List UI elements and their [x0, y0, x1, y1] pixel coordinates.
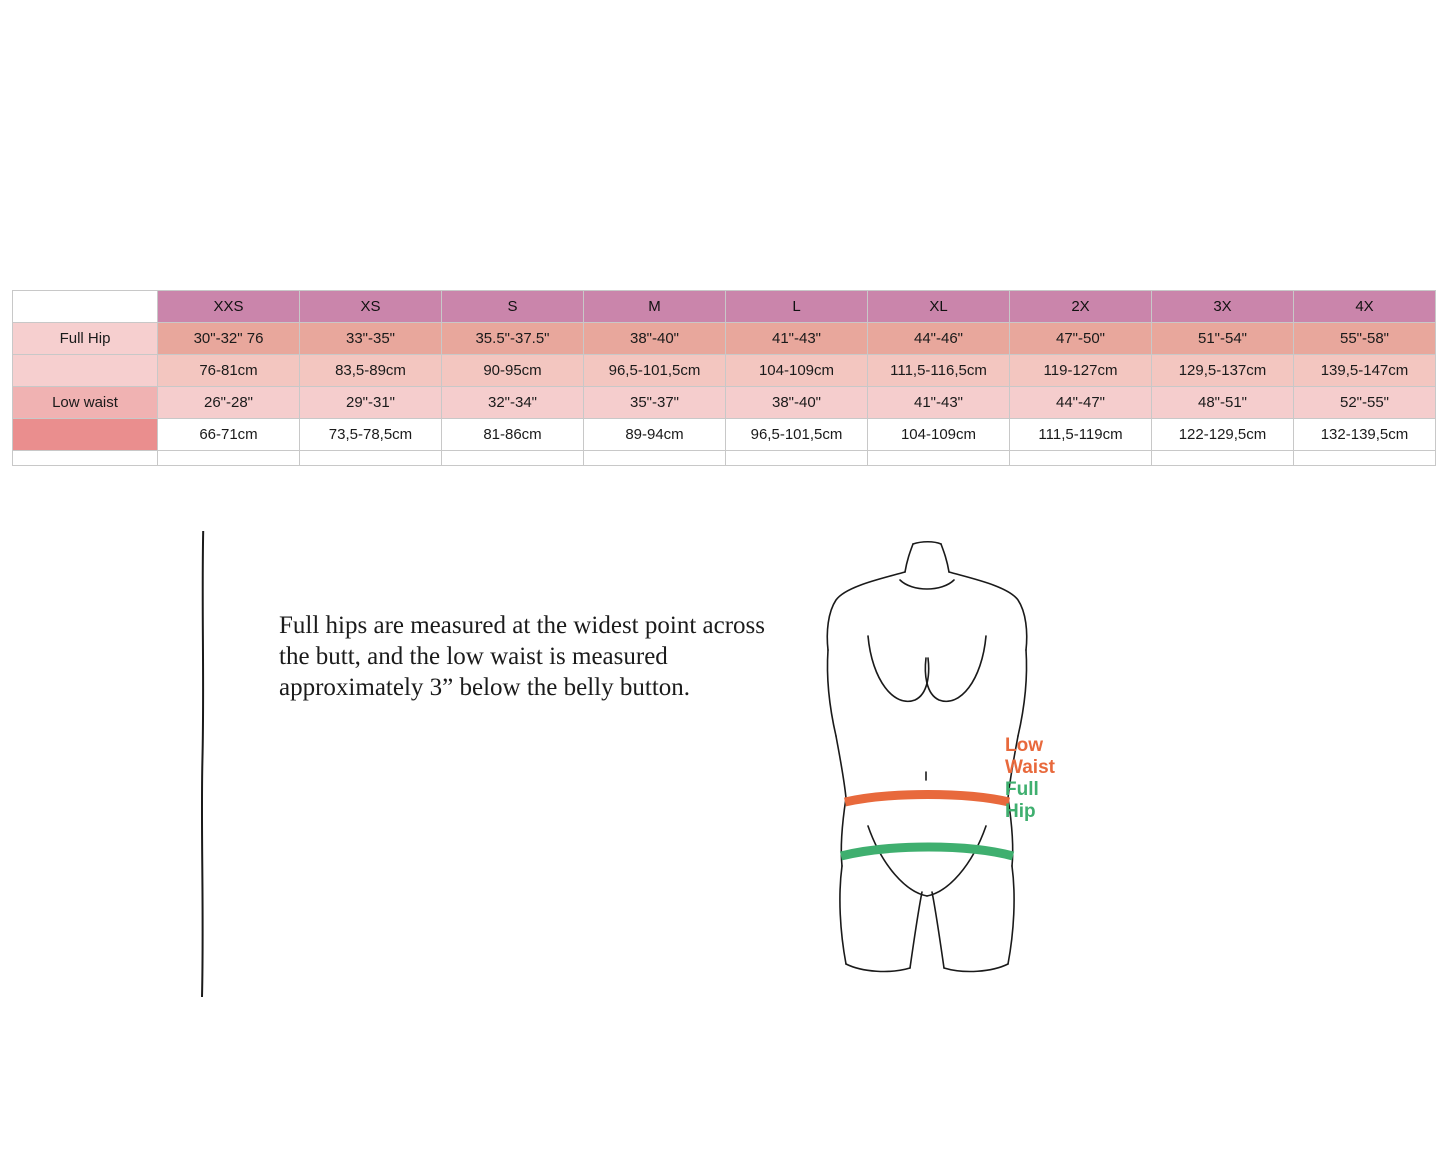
size-header-m: M — [584, 291, 726, 323]
cell-full-hip-cm-m: 96,5-101,5cm — [584, 355, 726, 387]
spacer-cell — [1152, 451, 1294, 466]
spacer-cell — [442, 451, 584, 466]
cell-low-waist-cm-m: 89-94cm — [584, 419, 726, 451]
size-chart-table-container — [12, 290, 1433, 466]
cell-full-hip-in-xl: 44"-46" — [868, 323, 1010, 355]
legend-full-hip — [1005, 779, 1055, 823]
full-hip-measure-line — [841, 847, 1013, 856]
cell-low-waist-in-xxs: 26"-28" — [158, 387, 300, 419]
spacer-cell — [1010, 451, 1152, 466]
row-label-low-waist-inches: Low waist — [13, 387, 158, 419]
cell-full-hip-in-3x: 51"-54" — [1152, 323, 1294, 355]
legend-low-waist-line1: Low — [1005, 735, 1043, 756]
legend-full-hip-line2: Hip — [1005, 801, 1036, 822]
cell-full-hip-cm-l: 104-109cm — [726, 355, 868, 387]
size-header-xl: XL — [868, 291, 1010, 323]
cell-low-waist-cm-xxs: 66-71cm — [158, 419, 300, 451]
legend-low-waist — [1005, 735, 1055, 779]
table-row — [13, 323, 1436, 355]
cell-full-hip-cm-s: 90-95cm — [442, 355, 584, 387]
cell-low-waist-cm-2x: 111,5-119cm — [1010, 419, 1152, 451]
cell-low-waist-in-xs: 29"-31" — [300, 387, 442, 419]
vertical-line-artifact — [200, 531, 206, 997]
cell-full-hip-cm-4x: 139,5-147cm — [1294, 355, 1436, 387]
cell-full-hip-in-s: 35.5"-37.5" — [442, 323, 584, 355]
cell-full-hip-cm-3x: 129,5-137cm — [1152, 355, 1294, 387]
cell-low-waist-in-4x: 52"-55" — [1294, 387, 1436, 419]
measurement-description: Full hips are measured at the widest point across the butt, and the low waist is measured approximately 3” below the belly button. — [279, 612, 765, 701]
spacer-cell — [300, 451, 442, 466]
cell-full-hip-cm-xxs: 76-81cm — [158, 355, 300, 387]
measurement-legend — [1005, 735, 1055, 823]
legend-full-hip-line1: Full — [1005, 779, 1039, 800]
cell-low-waist-in-xl: 41"-43" — [868, 387, 1010, 419]
row-label-full-hip-inches: Full Hip — [13, 323, 158, 355]
cell-full-hip-cm-xl: 111,5-116,5cm — [868, 355, 1010, 387]
cell-low-waist-in-3x: 48"-51" — [1152, 387, 1294, 419]
table-row — [13, 387, 1436, 419]
row-label-low-waist-cm — [13, 419, 158, 451]
size-header-xxs: XXS — [158, 291, 300, 323]
spacer-cell — [726, 451, 868, 466]
cell-low-waist-cm-l: 96,5-101,5cm — [726, 419, 868, 451]
cell-low-waist-in-m: 35"-37" — [584, 387, 726, 419]
cell-low-waist-cm-xs: 73,5-78,5cm — [300, 419, 442, 451]
size-chart-table — [12, 290, 1436, 466]
cell-low-waist-cm-s: 81-86cm — [442, 419, 584, 451]
row-label-full-hip-cm — [13, 355, 158, 387]
spacer-cell — [158, 451, 300, 466]
spacer-cell — [584, 451, 726, 466]
cell-full-hip-in-xxs: 30"-32" 76 — [158, 323, 300, 355]
cell-full-hip-cm-2x: 119-127cm — [1010, 355, 1152, 387]
cell-low-waist-in-s: 32"-34" — [442, 387, 584, 419]
cell-low-waist-in-2x: 44"-47" — [1010, 387, 1152, 419]
cell-full-hip-cm-xs: 83,5-89cm — [300, 355, 442, 387]
cell-low-waist-cm-xl: 104-109cm — [868, 419, 1010, 451]
size-header-s: S — [442, 291, 584, 323]
spacer-cell — [13, 451, 158, 466]
cell-full-hip-in-m: 38"-40" — [584, 323, 726, 355]
cell-low-waist-cm-3x: 122-129,5cm — [1152, 419, 1294, 451]
legend-low-waist-line2: Waist — [1005, 757, 1055, 778]
spacer-cell — [868, 451, 1010, 466]
size-header-3x: 3X — [1152, 291, 1294, 323]
table-spacer-row — [13, 451, 1436, 466]
cell-low-waist-in-l: 38"-40" — [726, 387, 868, 419]
table-header-row — [13, 291, 1436, 323]
size-header-4x: 4X — [1294, 291, 1436, 323]
spacer-cell — [1294, 451, 1436, 466]
low-waist-measure-line — [845, 795, 1009, 803]
cell-full-hip-in-4x: 55"-58" — [1294, 323, 1436, 355]
cell-full-hip-in-l: 41"-43" — [726, 323, 868, 355]
size-header-2x: 2X — [1010, 291, 1152, 323]
size-header-xs: XS — [300, 291, 442, 323]
size-header-l: L — [726, 291, 868, 323]
cell-full-hip-in-2x: 47"-50" — [1010, 323, 1152, 355]
cell-low-waist-cm-4x: 132-139,5cm — [1294, 419, 1436, 451]
cell-full-hip-in-xs: 33"-35" — [300, 323, 442, 355]
table-corner-cell — [13, 291, 158, 323]
table-row — [13, 419, 1436, 451]
table-row — [13, 355, 1436, 387]
